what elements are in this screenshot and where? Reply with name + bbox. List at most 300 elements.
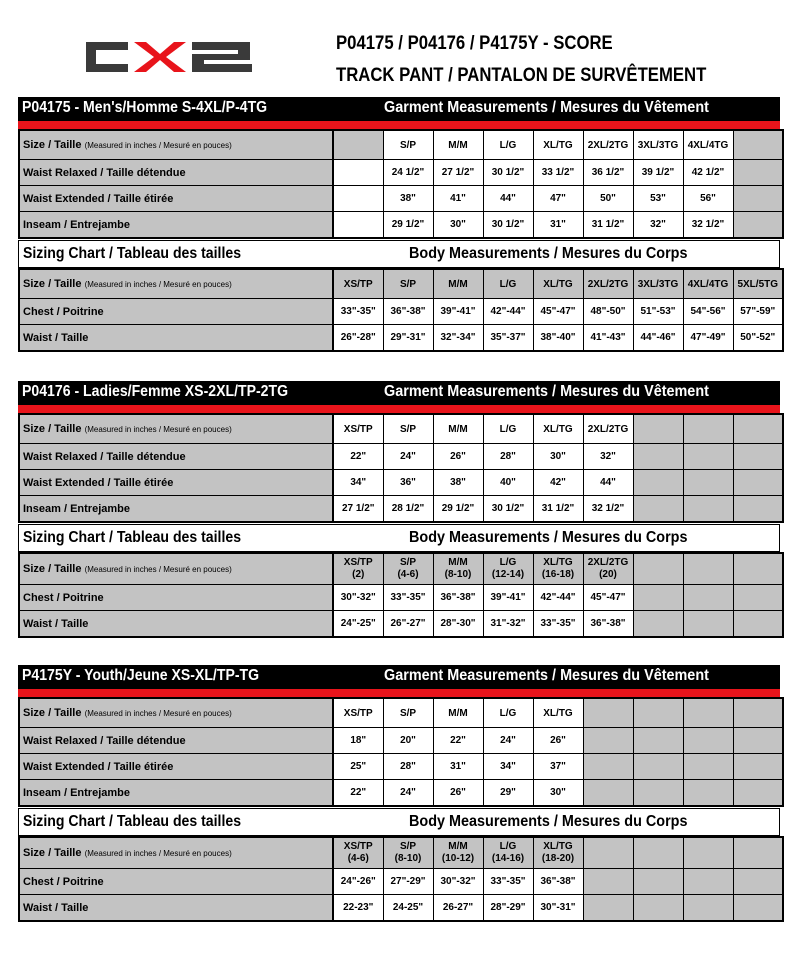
value-cell: 54"-56" <box>683 299 733 325</box>
value-cell: 29 1/2" <box>433 496 483 523</box>
mens-body-header <box>18 240 780 268</box>
value-cell: 42" <box>533 470 583 496</box>
mens-body-table <box>18 268 784 352</box>
value-cell: 44" <box>583 470 633 496</box>
size-code: 2XL/2TG <box>587 557 629 568</box>
size-label: Size / Taille <box>23 846 82 859</box>
table-row <box>19 895 783 922</box>
value-cell: 30" <box>533 444 583 470</box>
value-cell: 42"-44" <box>533 585 583 611</box>
empty-cell <box>683 585 733 611</box>
sizing-chart-heading: Sizing Chart / Tableau des tailles <box>23 529 242 546</box>
size-header-cell: 5XL/5TG <box>733 269 783 299</box>
red-divider <box>18 121 780 129</box>
size-code: S/P <box>399 557 417 568</box>
value-cell: 30"-32" <box>333 585 383 611</box>
value-cell: 32 1/2" <box>583 496 633 523</box>
value-cell: 42"-44" <box>483 299 533 325</box>
empty-cell <box>583 895 633 922</box>
row-label: Chest / Poitrine <box>19 585 333 611</box>
table-row <box>19 754 783 780</box>
size-header-cell: 2XL/2TG <box>583 269 633 299</box>
row-label: Waist Relaxed / Taille détendue <box>19 728 333 754</box>
value-cell: 36"-38" <box>383 299 433 325</box>
value-cell: 27 1/2" <box>433 160 483 186</box>
value-cell: 40" <box>483 470 533 496</box>
empty-cell <box>583 728 633 754</box>
cx2-logo <box>80 34 260 80</box>
youth-body-header <box>18 808 780 836</box>
value-cell: 34" <box>483 754 533 780</box>
empty-cell <box>333 212 383 239</box>
size-header-cell <box>333 837 383 869</box>
table-row <box>19 585 783 611</box>
size-label-cell <box>19 698 333 728</box>
youth-body-section <box>18 808 780 922</box>
size-code: L/G <box>499 557 517 568</box>
size-header-cell: XL/TG <box>533 130 583 160</box>
value-cell: 31 1/2" <box>583 212 633 239</box>
mens-garment-header <box>18 97 780 121</box>
value-cell: 30"-32" <box>433 869 483 895</box>
empty-cell <box>583 869 633 895</box>
value-cell: 24" <box>483 728 533 754</box>
empty-cell <box>633 728 683 754</box>
garment-measurements-heading: Garment Measurements / Mesures du Vêtement <box>384 383 709 400</box>
sizing-chart-heading: Sizing Chart / Tableau des tailles <box>23 245 242 262</box>
value-cell: 44"-46" <box>633 325 683 352</box>
empty-cell <box>733 754 783 780</box>
value-cell: 26-27" <box>433 895 483 922</box>
value-cell: 30" <box>533 780 583 807</box>
size-header-cell: XL/TG <box>533 414 583 444</box>
size-header-cell <box>383 553 433 585</box>
empty-cell <box>733 444 783 470</box>
empty-cell <box>633 895 683 922</box>
size-header-cell: 4XL/4TG <box>683 269 733 299</box>
value-cell: 37" <box>533 754 583 780</box>
size-note: (Measured in inches / Mesuré en pouces) <box>84 141 232 150</box>
size-label: Size / Taille <box>23 707 82 719</box>
value-cell: 51"-53" <box>633 299 683 325</box>
size-header-cell: L/G <box>483 698 533 728</box>
value-cell: 28" <box>383 754 433 780</box>
empty-cell <box>733 869 783 895</box>
value-cell: 38"-40" <box>533 325 583 352</box>
size-header-cell <box>483 553 533 585</box>
row-label: Waist / Taille <box>19 895 333 922</box>
size-header-cell: XL/TG <box>533 269 583 299</box>
mens-garment-table <box>18 129 784 239</box>
red-divider <box>18 405 780 413</box>
value-cell: 41"-43" <box>583 325 633 352</box>
value-cell: 26"-28" <box>333 325 383 352</box>
value-cell: 30 1/2" <box>483 496 533 523</box>
value-cell: 53" <box>633 186 683 212</box>
table-row <box>19 160 783 186</box>
value-cell: 35"-37" <box>483 325 533 352</box>
value-cell: 31 1/2" <box>533 496 583 523</box>
value-cell: 36"-38" <box>583 611 633 638</box>
table-row <box>19 444 783 470</box>
table-row <box>19 299 783 325</box>
value-cell: 47"-49" <box>683 325 733 352</box>
size-header-cell: L/G <box>483 130 533 160</box>
size-label-cell <box>19 269 333 299</box>
value-cell: 33"-35" <box>333 299 383 325</box>
empty-cell <box>633 444 683 470</box>
youth-garment-section <box>18 665 780 807</box>
empty-cell <box>733 611 783 638</box>
value-cell: 29" <box>483 780 533 807</box>
size-header-cell: S/P <box>383 414 433 444</box>
size-header-cell: XS/TP <box>333 698 383 728</box>
value-cell: 26"-27" <box>383 611 433 638</box>
row-label: Inseam / Entrejambe <box>19 780 333 807</box>
size-header-cell <box>733 698 783 728</box>
size-label-cell <box>19 553 333 585</box>
size-header-cell <box>633 837 683 869</box>
size-numeric: (16-18) <box>541 569 575 580</box>
value-cell: 32" <box>633 212 683 239</box>
red-divider <box>18 689 780 697</box>
youth-title: P4175Y - Youth/Jeune XS-XL/TP-TG <box>22 667 260 684</box>
size-header-cell <box>483 837 533 869</box>
size-code: XS/TP <box>343 557 373 568</box>
empty-cell <box>683 496 733 523</box>
value-cell: 57"-59" <box>733 299 783 325</box>
size-numeric: (8-10) <box>394 853 422 864</box>
size-header-cell: L/G <box>483 269 533 299</box>
youth-body-table <box>18 836 784 922</box>
empty-cell <box>733 496 783 523</box>
empty-cell <box>733 186 783 212</box>
row-label: Inseam / Entrejambe <box>19 496 333 523</box>
size-numeric: (8-10) <box>444 569 472 580</box>
value-cell: 22" <box>333 444 383 470</box>
size-header-cell <box>583 553 633 585</box>
size-header-cell: M/M <box>433 130 483 160</box>
size-header-cell: XS/TP <box>333 269 383 299</box>
ladies-garment-section <box>18 381 780 523</box>
empty-cell <box>633 869 683 895</box>
size-numeric: (2) <box>352 569 365 580</box>
size-header-cell <box>683 414 733 444</box>
size-note: (Measured in inches / Mesuré en pouces) <box>84 280 232 289</box>
value-cell: 32"-34" <box>433 325 483 352</box>
empty-cell <box>683 728 733 754</box>
value-cell: 33"-35" <box>383 585 433 611</box>
table-row <box>19 325 783 352</box>
value-cell: 24" <box>383 444 433 470</box>
empty-cell <box>733 585 783 611</box>
size-label-cell <box>19 414 333 444</box>
value-cell: 39"-41" <box>433 299 483 325</box>
garment-measurements-heading: Garment Measurements / Mesures du Vêtement <box>384 667 709 684</box>
value-cell: 31"-32" <box>483 611 533 638</box>
size-header-cell <box>433 553 483 585</box>
value-cell: 34" <box>333 470 383 496</box>
size-label: Size / Taille <box>23 278 82 290</box>
size-header-cell: S/P <box>383 269 433 299</box>
ladies-garment-header <box>18 381 780 405</box>
ladies-title: P04176 - Ladies/Femme XS-2XL/TP-2TG <box>22 383 289 400</box>
empty-cell <box>733 780 783 807</box>
value-cell: 42 1/2" <box>683 160 733 186</box>
size-header-cell <box>333 553 383 585</box>
value-cell: 26" <box>533 728 583 754</box>
row-label: Waist Relaxed / Taille détendue <box>19 160 333 186</box>
value-cell: 25" <box>333 754 383 780</box>
table-row <box>19 780 783 807</box>
value-cell: 30 1/2" <box>483 160 533 186</box>
value-cell: 36"-38" <box>533 869 583 895</box>
size-header-cell <box>733 414 783 444</box>
size-header-cell <box>733 837 783 869</box>
value-cell: 33"-35" <box>483 869 533 895</box>
table-header-row <box>19 269 783 299</box>
value-cell: 38" <box>433 470 483 496</box>
size-header-cell: L/G <box>483 414 533 444</box>
document-title <box>336 32 706 96</box>
value-cell: 24"-25" <box>333 611 383 638</box>
value-cell: 26" <box>433 780 483 807</box>
table-row <box>19 496 783 523</box>
empty-cell <box>683 611 733 638</box>
size-numeric: (4-6) <box>347 853 369 864</box>
value-cell: 47" <box>533 186 583 212</box>
empty-cell <box>683 444 733 470</box>
empty-cell <box>683 470 733 496</box>
empty-cell <box>733 470 783 496</box>
table-header-row <box>19 414 783 444</box>
size-label: Size / Taille <box>23 562 82 575</box>
size-numeric: (18-20) <box>541 853 575 864</box>
empty-cell <box>633 754 683 780</box>
value-cell: 38" <box>383 186 433 212</box>
size-note: (Measured in inches / Mesuré en pouces) <box>84 425 232 434</box>
empty-cell <box>633 496 683 523</box>
row-label: Waist / Taille <box>19 325 333 352</box>
body-measurements-heading: Body Measurements / Mesures du Corps <box>409 529 688 546</box>
size-code: XL/TG <box>543 557 573 568</box>
value-cell: 45"-47" <box>583 585 633 611</box>
mens-body-section <box>18 240 780 352</box>
table-row <box>19 212 783 239</box>
row-label: Waist Extended / Taille étirée <box>19 186 333 212</box>
value-cell: 20" <box>383 728 433 754</box>
size-header-cell: 2XL/2TG <box>583 130 633 160</box>
size-label-cell <box>19 837 333 869</box>
sizing-chart-heading: Sizing Chart / Tableau des tailles <box>23 813 242 830</box>
size-header-cell: XL/TG <box>533 698 583 728</box>
body-measurements-heading: Body Measurements / Mesures du Corps <box>409 245 688 262</box>
size-header-cell <box>583 698 633 728</box>
size-header-cell <box>633 698 683 728</box>
size-header-cell: 2XL/2TG <box>583 414 633 444</box>
value-cell: 36 1/2" <box>583 160 633 186</box>
title-line-1: P04175 / P04176 / P4175Y - SCORE <box>336 33 613 54</box>
size-label: Size / Taille <box>23 139 82 151</box>
size-header-cell: 4XL/4TG <box>683 130 733 160</box>
value-cell: 33 1/2" <box>533 160 583 186</box>
value-cell: 56" <box>683 186 733 212</box>
size-code: M/M <box>448 841 468 852</box>
size-header-cell: XS/TP <box>333 414 383 444</box>
ladies-body-section <box>18 524 780 638</box>
size-header-cell <box>533 837 583 869</box>
value-cell: 29"-31" <box>383 325 433 352</box>
value-cell: 32 1/2" <box>683 212 733 239</box>
value-cell: 44" <box>483 186 533 212</box>
table-header-row <box>19 837 783 869</box>
size-label-cell <box>19 130 333 160</box>
empty-cell <box>333 160 383 186</box>
size-code: S/P <box>399 841 417 852</box>
value-cell: 26" <box>433 444 483 470</box>
value-cell: 27"-29" <box>383 869 433 895</box>
value-cell: 36"-38" <box>433 585 483 611</box>
value-cell: 50"-52" <box>733 325 783 352</box>
value-cell: 24" <box>383 780 433 807</box>
size-numeric: (20) <box>599 569 617 580</box>
size-header-cell <box>333 130 383 160</box>
size-header-cell <box>683 837 733 869</box>
value-cell: 30" <box>433 212 483 239</box>
ladies-body-table <box>18 552 784 638</box>
ladies-body-header <box>18 524 780 552</box>
value-cell: 24 1/2" <box>383 160 433 186</box>
row-label: Waist Extended / Taille étirée <box>19 754 333 780</box>
row-label: Waist Extended / Taille étirée <box>19 470 333 496</box>
table-row <box>19 728 783 754</box>
value-cell: 41" <box>433 186 483 212</box>
size-note: (Measured in inches / Mesuré en pouces) <box>84 848 232 858</box>
empty-cell <box>733 130 783 160</box>
table-row <box>19 869 783 895</box>
size-header-cell <box>733 553 783 585</box>
empty-cell <box>733 728 783 754</box>
size-header-cell <box>633 414 683 444</box>
value-cell: 28" <box>483 444 533 470</box>
size-numeric: (12-14) <box>491 569 525 580</box>
table-header-row <box>19 698 783 728</box>
empty-cell <box>733 212 783 239</box>
table-row <box>19 470 783 496</box>
size-code: XL/TG <box>543 841 573 852</box>
page-header <box>0 0 799 92</box>
value-cell: 48"-50" <box>583 299 633 325</box>
row-label: Waist / Taille <box>19 611 333 638</box>
empty-cell <box>583 754 633 780</box>
table-row <box>19 611 783 638</box>
mens-garment-section <box>18 97 780 239</box>
size-header-cell: S/P <box>383 130 433 160</box>
empty-cell <box>683 895 733 922</box>
value-cell: 33"-35" <box>533 611 583 638</box>
size-header-cell: M/M <box>433 269 483 299</box>
row-label: Inseam / Entrejambe <box>19 212 333 239</box>
size-numeric: (14-16) <box>491 853 525 864</box>
value-cell: 31" <box>433 754 483 780</box>
size-numeric: (4-6) <box>397 569 419 580</box>
value-cell: 24"-26" <box>333 869 383 895</box>
size-numeric: (10-12) <box>441 853 475 864</box>
empty-cell <box>583 780 633 807</box>
size-code: XS/TP <box>343 841 373 852</box>
size-header-cell: S/P <box>383 698 433 728</box>
ladies-garment-table <box>18 413 784 523</box>
value-cell: 36" <box>383 470 433 496</box>
value-cell: 30 1/2" <box>483 212 533 239</box>
empty-cell <box>633 611 683 638</box>
youth-garment-table <box>18 697 784 807</box>
row-label: Chest / Poitrine <box>19 299 333 325</box>
value-cell: 39 1/2" <box>633 160 683 186</box>
value-cell: 28 1/2" <box>383 496 433 523</box>
empty-cell <box>633 470 683 496</box>
title-line-2: TRACK PANT / PANTALON DE SURVÊTEMENT <box>336 65 707 86</box>
value-cell: 30"-31" <box>533 895 583 922</box>
table-header-row <box>19 553 783 585</box>
value-cell: 18" <box>333 728 383 754</box>
body-measurements-heading: Body Measurements / Mesures du Corps <box>409 813 688 830</box>
value-cell: 32" <box>583 444 633 470</box>
size-header-cell <box>683 698 733 728</box>
value-cell: 45"-47" <box>533 299 583 325</box>
value-cell: 31" <box>533 212 583 239</box>
value-cell: 50" <box>583 186 633 212</box>
empty-cell <box>733 160 783 186</box>
size-note: (Measured in inches / Mesuré en pouces) <box>84 564 232 574</box>
empty-cell <box>683 780 733 807</box>
value-cell: 29 1/2" <box>383 212 433 239</box>
size-header-cell <box>383 837 433 869</box>
size-header-cell: 3XL/3TG <box>633 130 683 160</box>
empty-cell <box>683 754 733 780</box>
garment-measurements-heading: Garment Measurements / Mesures du Vêtement <box>384 99 709 116</box>
value-cell: 24-25" <box>383 895 433 922</box>
table-row <box>19 186 783 212</box>
value-cell: 22" <box>433 728 483 754</box>
size-note: (Measured in inches / Mesuré en pouces) <box>84 709 232 718</box>
size-header-cell: M/M <box>433 414 483 444</box>
empty-cell <box>683 869 733 895</box>
size-code: L/G <box>499 841 517 852</box>
mens-title: P04175 - Men's/Homme S-4XL/P-4TG <box>22 99 268 116</box>
size-header-cell <box>533 553 583 585</box>
size-header-cell <box>683 553 733 585</box>
value-cell: 27 1/2" <box>333 496 383 523</box>
value-cell: 28"-29" <box>483 895 533 922</box>
size-header-cell <box>433 837 483 869</box>
table-header-row <box>19 130 783 160</box>
value-cell: 28"-30" <box>433 611 483 638</box>
empty-cell <box>633 780 683 807</box>
size-header-cell <box>583 837 633 869</box>
value-cell: 39"-41" <box>483 585 533 611</box>
youth-garment-header <box>18 665 780 689</box>
row-label: Waist Relaxed / Taille détendue <box>19 444 333 470</box>
row-label: Chest / Poitrine <box>19 869 333 895</box>
size-header-cell <box>633 553 683 585</box>
size-label: Size / Taille <box>23 423 82 435</box>
empty-cell <box>333 186 383 212</box>
empty-cell <box>633 585 683 611</box>
size-code: M/M <box>448 557 468 568</box>
size-header-cell: 3XL/3TG <box>633 269 683 299</box>
value-cell: 22" <box>333 780 383 807</box>
